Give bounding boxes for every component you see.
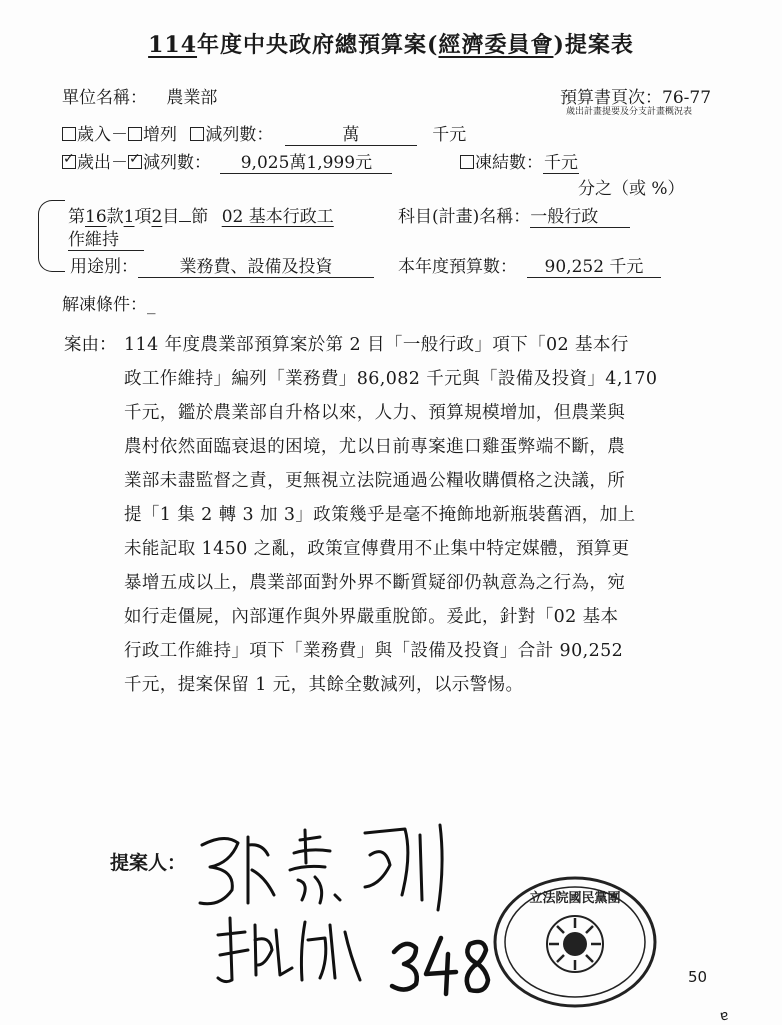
subject-label: 科目(計畫)名稱： <box>398 207 531 227</box>
reason-line: 提「1 集 2 轉 3 加 3」政策幾乎是毫不掩飾地新瓶裝舊酒，加上 <box>124 505 636 525</box>
budget-label: 本年度預算數： <box>398 257 517 277</box>
proposer-label: 提案人： <box>110 852 187 874</box>
subject-value: 一般行政 <box>530 202 630 228</box>
freeze-row <box>460 148 579 174</box>
increase-label: 增列 <box>143 125 177 145</box>
reason-line: 行政工作維持」項下「業務費」與「設備及投資」合計 90,252 <box>124 641 624 661</box>
jie-suffix: 節 <box>191 207 209 227</box>
page-number: 50 <box>688 968 708 986</box>
page-ref-label: 預算書頁次： <box>560 88 662 108</box>
signature-2 <box>210 910 380 990</box>
revenue-row <box>62 120 466 146</box>
item-code-name-cont <box>68 225 144 251</box>
reason-line: 業部未盡監督之責，更無視立法院通過公糧收購價格之決議，所 <box>124 471 626 491</box>
expense-decrease-checkbox[interactable] <box>128 155 142 169</box>
page-ref-value: 76-77 <box>662 88 712 108</box>
usage-label: 用途別： <box>70 257 138 277</box>
mu-number: 2 <box>151 207 163 227</box>
revenue-checkbox[interactable] <box>62 127 76 141</box>
title-pre: 年度中央政府總預算案( <box>197 32 439 58</box>
reason-line: 114 年度農業部預算案於第 2 目「一般行政」項下「02 基本行 <box>124 335 629 355</box>
freeze-percent: 分之（或 %） <box>578 179 685 199</box>
unfreeze-value: _ <box>147 295 156 315</box>
revenue-decrease-label: 減列數： <box>205 125 274 145</box>
xiang-number: 1 <box>123 207 135 227</box>
budget-value: 90,252 千元 <box>527 252 661 278</box>
signature-1 <box>190 815 460 915</box>
mu-suffix: 目 <box>162 207 180 227</box>
subject-row <box>398 202 630 228</box>
xiang-suffix: 項 <box>134 207 152 227</box>
kuan-suffix: 款 <box>106 207 124 227</box>
freeze-value: 千元 <box>543 148 579 174</box>
expense-row <box>62 148 392 174</box>
seal-text: 立法院國民黨團 <box>529 891 621 906</box>
unit-value: 農業部 <box>166 88 218 108</box>
unit-row <box>62 83 217 108</box>
party-seal <box>490 872 660 1012</box>
kuan-prefix: 第 <box>68 207 85 227</box>
budget-row <box>398 252 661 278</box>
title-year: 114 <box>148 32 198 58</box>
reason-label: 案由： <box>64 335 117 355</box>
freeze-label: 凍結數： <box>475 153 543 173</box>
unfreeze-label: 解凍條件： <box>62 295 147 315</box>
reason-line: 政工作維持」編列「業務費」86,082 千元與「設備及投資」4,170 <box>124 369 658 389</box>
title-committee: 經濟委員會 <box>438 32 554 58</box>
reason-line: 農村依然面臨衰退的困境，尤以日前專案進口雞蛋弊端不斷，農 <box>124 437 626 457</box>
reason-line: 千元，鑑於農業部自升格以來，人力、預算規模增加，但農業與 <box>124 403 626 423</box>
jie-number <box>179 221 191 222</box>
unfreeze-row <box>62 290 156 315</box>
reason-line: 千元，提案保留 1 元，其餘全數減列，以示警惕。 <box>124 675 524 695</box>
revenue-label: 歲入－ <box>77 125 128 145</box>
kuan-number: 16 <box>85 207 107 227</box>
item-code-name-2: 作維持 <box>68 225 144 251</box>
revenue-decrease-checkbox[interactable] <box>190 127 204 141</box>
revenue-amount: 萬 <box>285 120 417 146</box>
expense-checkbox[interactable] <box>62 155 76 169</box>
usage-row <box>70 252 374 278</box>
increase-checkbox[interactable] <box>128 127 142 141</box>
corner-mark: ɐ <box>718 1007 730 1025</box>
item-bracket <box>38 200 65 272</box>
revenue-unit: 千元 <box>432 125 467 145</box>
freeze-checkbox[interactable] <box>460 155 474 169</box>
title-post: )提案表 <box>553 32 634 58</box>
page-ref-note: 歲出計畫提要及分支計畫概況表 <box>566 107 693 117</box>
unit-label: 單位名稱： <box>62 88 147 108</box>
reason-line: 如行走僵屍，內部運作與外界嚴重脫節。爰此，針對「02 基本 <box>124 607 619 627</box>
reason-line: 未能記取 1450 之亂，政策宣傳費用不止集中特定媒體，預算更 <box>124 539 630 559</box>
reason-line: 暴增五成以上，農業部面對外界不斷質疑卻仍執意為之行為，宛 <box>124 573 626 593</box>
item-code-name: 02 基本行政工 <box>221 207 334 227</box>
expense-decrease-label: 減列數： <box>143 153 211 173</box>
usage-value: 業務費、設備及投資 <box>138 252 374 278</box>
handwritten-348 <box>386 930 496 1000</box>
expense-amount: 9,025萬1,999元 <box>220 148 392 174</box>
expense-label: 歲出－ <box>77 153 128 173</box>
form-title <box>0 28 782 59</box>
item-row <box>68 202 334 227</box>
